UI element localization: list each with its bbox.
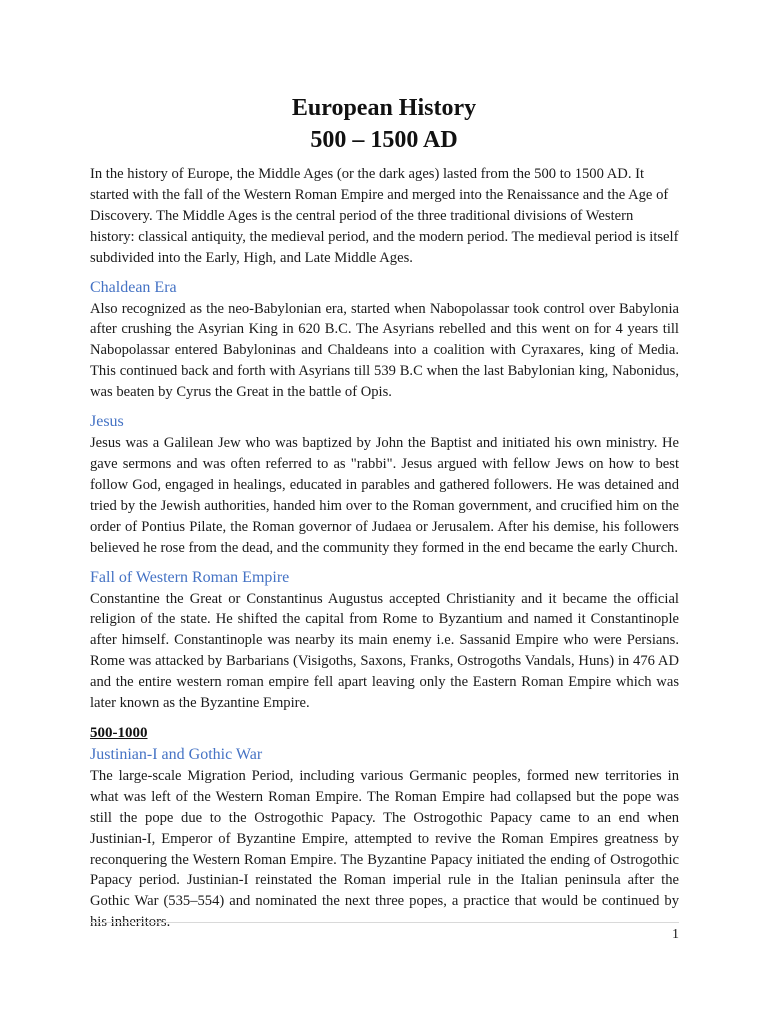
footer-divider xyxy=(90,922,679,923)
page-number: 1 xyxy=(672,927,679,942)
spacer xyxy=(90,403,679,411)
spacer xyxy=(90,269,679,277)
document-body xyxy=(90,164,679,933)
paragraph-chaldean-era: Also recognized as the neo-Babylonian era, started when Nabopolassar took control over Babylonia after crushing the Asyrian King in 620 B.C. The Asyrians rebelled and this went on for 4 years till Nabopolassar entered Babyloninas and Chaldeans into a coalition with Cyraxares, king of Media. This continued back and forth with Asyrians till 539 B.C when the last Babylonian king, Nabonidus, was beaten by Cyrus the Great in the battle of Opis. xyxy=(90,300,679,401)
paragraph-justinian-gothic-war: The large-scale Migration Period, including various Germanic peoples, formed new territories in what was left of the Western Roman Empire. The Roman Empire had collapsed but the pope was still the pope due to the Ostrogothic Papacy. The Ostrogothic Papacy came to an end when Justinian-I, Emperor of Byzantine Empire, attempted to revive the Roman Empires greatness by reconquering the Western Roman Empire. The Byzantine Papacy initiated the ending of Ostrogothic Papacy period. Justinian-I reinstated the Roman imperial rule in the Italian peninsula after the Gothic War (535–554) and nominated the next three popes, a practice that would be continued by his inheritors. xyxy=(90,767,679,931)
title-line-2: 500 – 1500 AD xyxy=(310,127,458,153)
period-heading-500-1000: 500-1000 xyxy=(90,724,148,741)
title-line-1: European History xyxy=(291,95,477,121)
spacer xyxy=(90,559,679,567)
intro-paragraph: In the history of Europe, the Middle Ages (or the dark ages) lasted from the 500 to 1500 AD. It started with the fall of the Western Roman Empire and merged into the Renaissance and the Age of Discovery. The Middle Ages is the central period of the three traditional divisions of Western history: classical antiquity, the medieval period, and the modern period. The medieval period is itself subdivided into the Early, High, and Late Middle Ages. xyxy=(90,166,679,266)
paragraph-fall-of-western-roman-empire: Constantine the Great or Constantinus Augustus accepted Christianity and it became the official religion of the state. He shifted the capital from Rome to Byzantium and named it Constantinople after himself. Constantinople was nearby its main enemy i.e. Sassanid Empire who were Persians. Rome was attacked by Barbarians (Visigoths, Saxons, Franks, Ostrogoths Vandals, Huns) in 476 AD and the entire western roman empire fell apart leaving only the Eastern Roman Empire which was later known as the Byzantine Empire. xyxy=(90,590,679,712)
heading-jesus: Jesus xyxy=(90,413,124,431)
spacer xyxy=(90,714,679,722)
heading-justinian-gothic-war: Justinian-I and Gothic War xyxy=(90,745,263,763)
heading-chaldean-era: Chaldean Era xyxy=(90,278,177,296)
paragraph-jesus: Jesus was a Galilean Jew who was baptized by John the Baptist and initiated his own ministry. He gave sermons and was often referred to as "rabbi". Jesus argued with fellow Jews on how to best follow God, engaged in healings, educated in parables and gathered followers. He was detained and tried by the Jewish authorities, handed him over to the Roman government, and crucified him on the order of Pontius Pilate, the Roman governor of Judaea or Jerusalem. After his demise, his followers believed he rose from the dead, and the community they formed in the end became the early Church. xyxy=(90,435,679,556)
heading-fall-of-western-roman-empire: Fall of Western Roman Empire xyxy=(90,568,290,586)
document-title xyxy=(0,92,768,156)
